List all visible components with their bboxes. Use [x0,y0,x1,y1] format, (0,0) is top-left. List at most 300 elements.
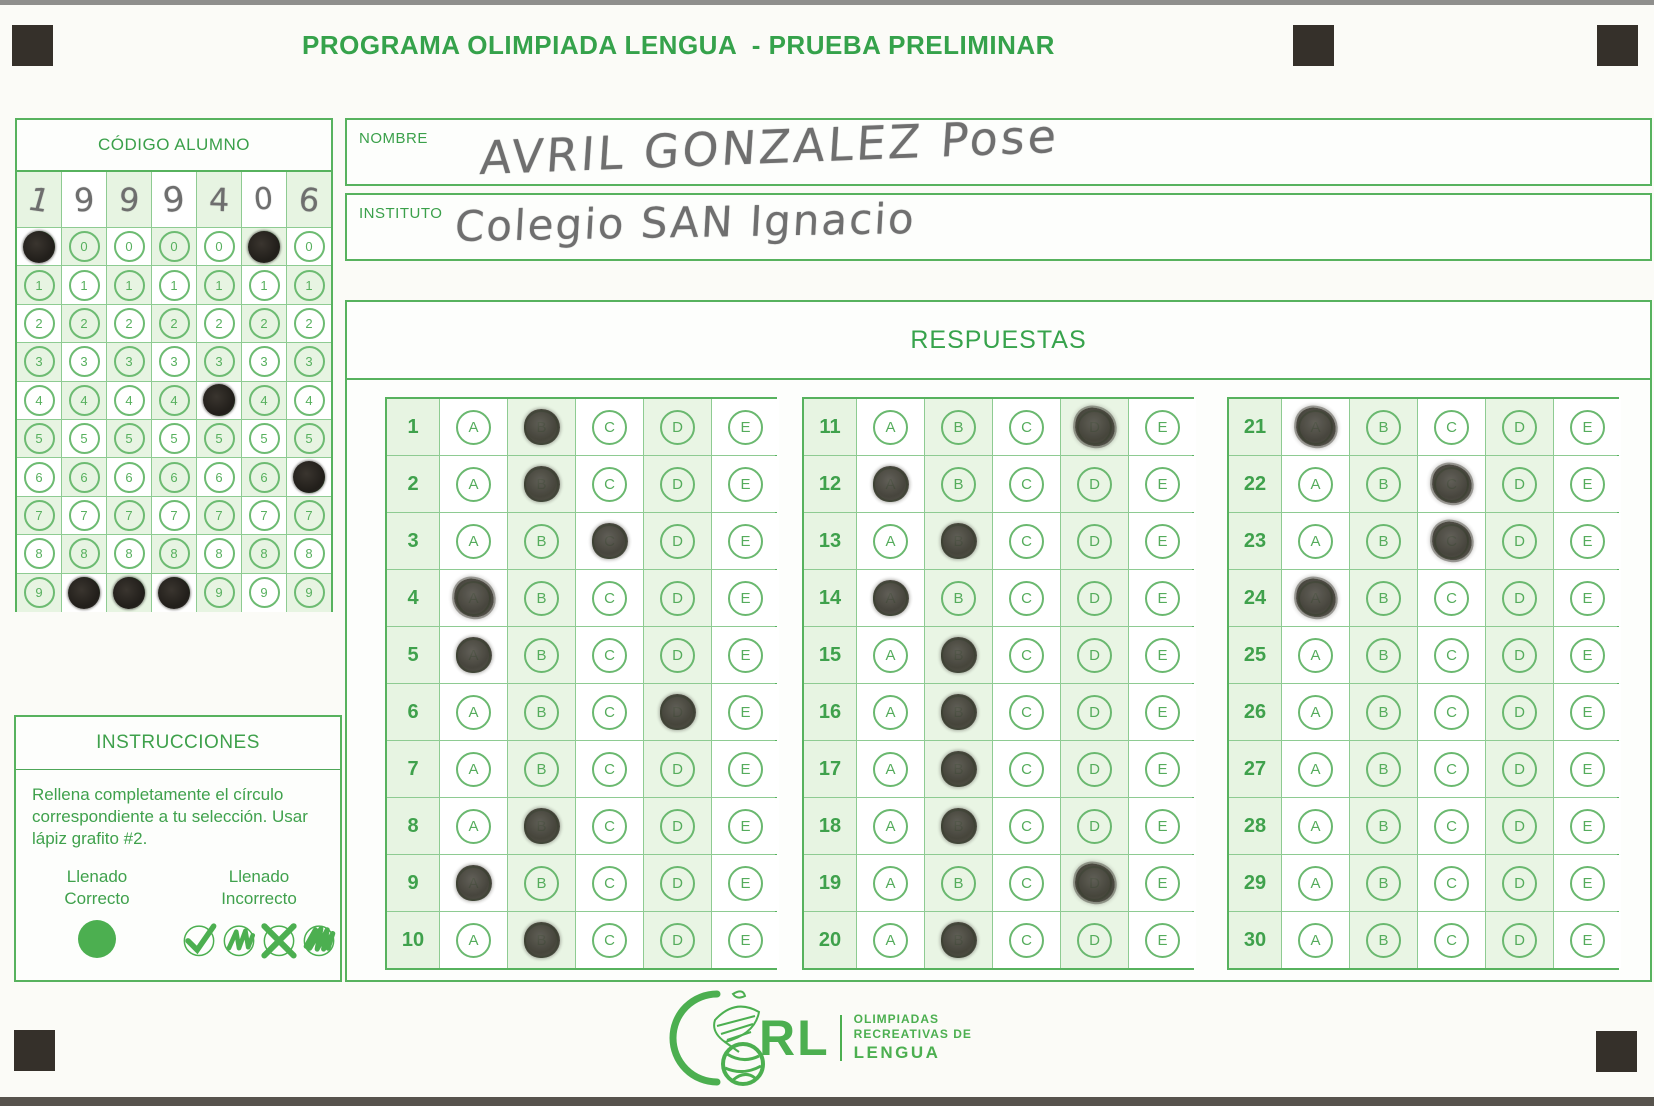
option-cell-A[interactable] [440,684,508,740]
scan-edge-top [0,0,1654,5]
code-cell [17,382,62,420]
option-bubble: C [1434,866,1469,901]
code-bubble[interactable]: 8 [204,538,235,569]
option-bubble: C [592,638,627,673]
option-cell-C[interactable] [993,912,1061,968]
option-cell-C[interactable] [576,513,644,569]
option-cell-C[interactable] [576,798,644,854]
option-cell-E[interactable] [1554,684,1621,740]
option-cell-E[interactable] [712,855,779,911]
code-cell [107,228,152,266]
option-cell-E[interactable] [1554,513,1621,569]
option-cell-A[interactable] [857,627,925,683]
option-cell-B[interactable] [925,627,993,683]
code-bubble[interactable]: 1 [159,270,190,301]
code-bubble[interactable]: 6 [249,462,280,493]
option-cell-E[interactable] [1554,855,1621,911]
option-cell-A[interactable] [857,684,925,740]
option-cell-E[interactable] [1129,627,1196,683]
option-bubble: B [941,410,976,445]
code-bubble[interactable]: 2 [249,308,280,339]
code-cell [152,382,197,420]
code-cell [17,228,62,266]
code-bubble[interactable]: 0 [69,231,100,262]
option-cell-B[interactable] [508,684,576,740]
option-cell-C[interactable] [993,399,1061,455]
question-number: 12 [804,456,857,512]
option-cell-C[interactable] [576,627,644,683]
answer-pencil-mark [941,751,977,787]
option-cell-C[interactable] [1418,912,1486,968]
code-bubble[interactable]: 1 [249,270,280,301]
option-cell-D[interactable] [1061,741,1129,797]
code-bubble[interactable]: 6 [204,462,235,493]
answer-pencil-mark [1293,405,1338,449]
option-cell-A[interactable] [440,741,508,797]
option-cell-D[interactable] [1486,456,1554,512]
option-cell-D[interactable] [644,513,712,569]
option-cell-C[interactable] [993,570,1061,626]
option-cell-C[interactable] [1418,855,1486,911]
code-bubble[interactable]: 4 [114,385,145,416]
option-cell-C[interactable] [576,399,644,455]
option-cell-A[interactable] [1282,855,1350,911]
option-cell-A[interactable] [857,399,925,455]
logo-line3: LENGUA [853,1043,941,1063]
option-cell-D[interactable] [1486,912,1554,968]
code-bubble[interactable]: 3 [249,346,280,377]
option-cell-D[interactable] [644,456,712,512]
option-cell-E[interactable] [1129,456,1196,512]
option-cell-B[interactable] [508,741,576,797]
option-cell-C[interactable] [576,456,644,512]
option-cell-B[interactable] [1350,684,1418,740]
option-cell-A[interactable] [857,456,925,512]
question-row [387,741,775,798]
code-cell [62,420,107,458]
check-circle-icon [177,917,221,961]
code-bubble[interactable]: 3 [24,346,55,377]
option-cell-B[interactable] [925,798,993,854]
option-cell-C[interactable] [1418,684,1486,740]
option-cell-E[interactable] [1129,912,1196,968]
code-bubble[interactable]: 2 [114,308,145,339]
option-cell-B[interactable] [925,456,993,512]
option-cell-E[interactable] [1129,855,1196,911]
code-bubble[interactable]: 2 [24,308,55,339]
option-cell-B[interactable] [508,456,576,512]
option-cell-D[interactable] [1486,627,1554,683]
code-bubble[interactable]: 2 [159,308,190,339]
option-cell-E[interactable] [1129,798,1196,854]
option-cell-E[interactable] [1554,570,1621,626]
option-cell-E[interactable] [712,513,779,569]
option-cell-E[interactable] [712,741,779,797]
code-bubble[interactable]: 5 [294,423,325,454]
code-bubble[interactable]: 8 [294,538,325,569]
code-bubble[interactable]: 3 [114,346,145,377]
option-cell-A[interactable] [1282,513,1350,569]
option-bubble: B [1366,809,1401,844]
code-bubble[interactable]: 7 [69,500,100,531]
answer-pencil-mark [524,409,560,445]
option-cell-C[interactable] [993,627,1061,683]
code-bubble[interactable]: 9 [249,577,280,608]
code-written-row [17,172,331,228]
question-number: 3 [387,513,440,569]
code-bubble[interactable]: 3 [294,346,325,377]
answer-block-11-20 [802,397,1194,970]
code-digit-row [17,382,331,420]
option-cell-D[interactable] [1486,399,1554,455]
option-bubble: D [1502,752,1537,787]
option-cell-B[interactable] [1350,570,1418,626]
answer-pencil-mark [524,922,560,958]
option-cell-C[interactable] [993,456,1061,512]
option-cell-A[interactable] [1282,627,1350,683]
code-bubble[interactable]: 5 [159,423,190,454]
option-cell-D[interactable] [1486,798,1554,854]
code-bubble[interactable]: 1 [204,270,235,301]
cross-circle-icon [257,917,301,961]
option-bubble: C [1009,638,1044,673]
option-bubble: C [1009,695,1044,730]
option-bubble: E [728,695,763,730]
logo-divider [840,1015,842,1061]
option-cell-E[interactable] [1129,741,1196,797]
option-cell-A[interactable] [440,570,508,626]
code-cell [107,343,152,381]
option-cell-A[interactable] [440,912,508,968]
option-cell-C[interactable] [993,684,1061,740]
option-cell-A[interactable] [857,513,925,569]
code-bubble[interactable]: 8 [249,538,280,569]
code-bubble[interactable]: 8 [69,538,100,569]
option-cell-E[interactable] [1129,570,1196,626]
option-cell-A[interactable] [1282,912,1350,968]
question-number: 28 [1229,798,1282,854]
corner-mark-bottom-left [14,1030,55,1071]
code-bubble-fill [68,577,100,609]
code-cell [62,228,107,266]
option-cell-E[interactable] [1554,456,1621,512]
code-bubble[interactable]: 1 [114,270,145,301]
option-bubble: B [524,581,559,616]
code-bubble[interactable]: 2 [294,308,325,339]
code-bubble[interactable]: 8 [114,538,145,569]
option-bubble: C [1009,923,1044,958]
code-bubble[interactable]: 9 [204,577,235,608]
option-cell-B[interactable] [508,855,576,911]
option-cell-C[interactable] [576,684,644,740]
code-bubble[interactable]: 0 [294,231,325,262]
question-row [387,855,775,912]
option-cell-A[interactable] [440,798,508,854]
option-bubble: E [1570,809,1605,844]
question-row [387,627,775,684]
code-bubble[interactable]: 5 [114,423,145,454]
option-cell-C[interactable] [1418,627,1486,683]
option-bubble: A [456,524,491,559]
option-cell-B[interactable] [1350,399,1418,455]
question-row [804,855,1192,912]
option-cell-E[interactable] [1129,513,1196,569]
option-cell-C[interactable] [1418,570,1486,626]
option-cell-D[interactable] [644,627,712,683]
option-cell-E[interactable] [712,456,779,512]
option-cell-E[interactable] [712,798,779,854]
option-cell-D[interactable] [644,684,712,740]
option-bubble: D [1502,695,1537,730]
option-cell-E[interactable] [712,627,779,683]
code-bubble[interactable]: 4 [69,385,100,416]
option-bubble: D [1502,467,1537,502]
question-number: 30 [1229,912,1282,968]
code-bubble[interactable]: 6 [69,462,100,493]
option-cell-E[interactable] [712,570,779,626]
option-cell-D[interactable] [644,570,712,626]
code-bubble[interactable]: 7 [204,500,235,531]
option-cell-D[interactable] [1486,741,1554,797]
code-bubble[interactable]: 7 [159,500,190,531]
option-cell-B[interactable] [925,570,993,626]
option-cell-C[interactable] [993,741,1061,797]
option-cell-C[interactable] [993,855,1061,911]
option-cell-D[interactable] [1061,456,1129,512]
option-cell-A[interactable] [857,570,925,626]
code-bubble[interactable]: 7 [294,500,325,531]
option-cell-C[interactable] [993,798,1061,854]
question-number: 6 [387,684,440,740]
code-cell [287,228,331,266]
option-cell-D[interactable] [1486,513,1554,569]
code-bubble[interactable]: 6 [114,462,145,493]
option-cell-E[interactable] [1554,912,1621,968]
code-bubble[interactable]: 5 [249,423,280,454]
instrucciones-title: INSTRUCCIONES [16,717,340,770]
option-cell-B[interactable] [1350,627,1418,683]
option-cell-B[interactable] [508,627,576,683]
option-bubble: A [873,410,908,445]
code-bubble[interactable]: 7 [24,500,55,531]
code-bubble[interactable]: 1 [294,270,325,301]
code-bubble[interactable]: 2 [69,308,100,339]
option-cell-D[interactable] [644,798,712,854]
option-bubble: A [456,923,491,958]
option-cell-C[interactable] [1418,456,1486,512]
option-cell-A[interactable] [857,855,925,911]
code-bubble[interactable]: 4 [249,385,280,416]
option-cell-B[interactable] [1350,513,1418,569]
option-cell-E[interactable] [712,912,779,968]
option-cell-D[interactable] [1486,855,1554,911]
code-bubble[interactable]: 4 [294,385,325,416]
corner-mark-top-middle [1293,25,1334,66]
code-cell [62,172,107,228]
option-cell-E[interactable] [1129,684,1196,740]
option-cell-B[interactable] [925,684,993,740]
option-cell-A[interactable] [440,456,508,512]
code-bubble[interactable]: 8 [159,538,190,569]
code-bubble[interactable]: 3 [69,346,100,377]
code-bubble[interactable]: 2 [204,308,235,339]
code-bubble[interactable]: 7 [114,500,145,531]
orl-logo [655,983,1075,1093]
option-cell-B[interactable] [925,513,993,569]
option-bubble: E [1570,410,1605,445]
code-bubble[interactable]: 5 [24,423,55,454]
answer-pencil-mark [456,865,492,901]
option-cell-C[interactable] [1418,741,1486,797]
option-cell-C[interactable] [1418,399,1486,455]
option-bubble: D [660,866,695,901]
code-bubble[interactable]: 8 [24,538,55,569]
code-bubble[interactable]: 0 [114,231,145,262]
code-bubble[interactable]: 4 [159,385,190,416]
option-cell-E[interactable] [1554,741,1621,797]
code-bubble[interactable]: 3 [204,346,235,377]
option-cell-D[interactable] [1061,798,1129,854]
option-cell-B[interactable] [508,912,576,968]
option-cell-D[interactable] [1486,684,1554,740]
answer-block-21-30 [1227,397,1619,970]
code-cell [197,343,242,381]
option-cell-A[interactable] [1282,399,1350,455]
option-cell-B[interactable] [925,741,993,797]
code-bubble[interactable]: 7 [249,500,280,531]
code-bubble[interactable]: 9 [24,577,55,608]
option-bubble: C [1434,581,1469,616]
option-cell-A[interactable] [1282,741,1350,797]
code-bubble[interactable]: 5 [69,423,100,454]
option-cell-B[interactable] [925,912,993,968]
code-bubble[interactable]: 5 [204,423,235,454]
code-written-digit: 9 [72,179,96,220]
code-bubble[interactable]: 0 [159,231,190,262]
option-cell-B[interactable] [1350,855,1418,911]
instrucciones-body: Rellena completamente el círculo correspondiente a tu selección. Usar lápiz grafito #2. [32,785,308,849]
option-cell-B[interactable] [508,570,576,626]
corner-mark-top-right [1597,25,1638,66]
option-cell-E[interactable] [1554,627,1621,683]
answer-pencil-mark [451,576,496,620]
option-cell-D[interactable] [1061,684,1129,740]
code-bubble[interactable]: 1 [69,270,100,301]
option-cell-B[interactable] [508,798,576,854]
option-cell-C[interactable] [576,912,644,968]
option-cell-B[interactable] [1350,456,1418,512]
option-bubble: D [1502,923,1537,958]
option-cell-E[interactable] [712,399,779,455]
option-cell-A[interactable] [857,912,925,968]
option-cell-B[interactable] [508,399,576,455]
option-bubble: A [1298,866,1333,901]
option-cell-E[interactable] [1554,798,1621,854]
option-cell-E[interactable] [712,684,779,740]
code-bubble-fill [203,384,235,416]
option-bubble: C [592,866,627,901]
option-cell-C[interactable] [993,513,1061,569]
option-bubble: B [524,695,559,730]
option-bubble: E [1145,410,1180,445]
option-cell-E[interactable] [1129,399,1196,455]
option-cell-E[interactable] [1554,399,1621,455]
code-cell [62,382,107,420]
option-cell-A[interactable] [440,399,508,455]
option-cell-B[interactable] [1350,741,1418,797]
option-bubble: E [728,467,763,502]
option-cell-A[interactable] [1282,456,1350,512]
code-cell [17,305,62,343]
option-cell-A[interactable] [857,798,925,854]
option-cell-D[interactable] [1061,570,1129,626]
answer-pencil-mark [524,466,560,502]
answer-pencil-mark [941,637,977,673]
option-cell-D[interactable] [1061,513,1129,569]
option-cell-A[interactable] [1282,570,1350,626]
option-cell-D[interactable] [1486,570,1554,626]
code-cell [242,266,287,304]
option-cell-D[interactable] [644,912,712,968]
option-cell-B[interactable] [1350,912,1418,968]
code-bubble[interactable]: 4 [24,385,55,416]
instituto-label: INSTITUTO [359,205,443,222]
option-cell-C[interactable] [576,741,644,797]
option-cell-A[interactable] [440,855,508,911]
option-bubble: E [1145,809,1180,844]
code-digit-row [17,228,331,266]
option-cell-B[interactable] [925,855,993,911]
code-bubble[interactable]: 1 [24,270,55,301]
option-bubble: E [1570,467,1605,502]
option-cell-D[interactable] [1061,912,1129,968]
option-cell-B[interactable] [508,513,576,569]
code-bubble-fill [158,577,190,609]
code-bubble-fill [23,231,55,263]
option-cell-D[interactable] [1061,399,1129,455]
option-cell-A[interactable] [440,627,508,683]
option-cell-D[interactable] [1061,627,1129,683]
option-cell-B[interactable] [925,399,993,455]
code-bubble[interactable]: 6 [24,462,55,493]
answer-pencil-mark [1072,405,1117,449]
question-row [1229,798,1617,855]
code-bubble[interactable]: 3 [159,346,190,377]
code-digit-row [17,458,331,496]
answer-pencil-mark [873,580,909,616]
option-cell-C[interactable] [576,570,644,626]
question-number: 29 [1229,855,1282,911]
answer-pencil-mark [1072,861,1117,905]
option-cell-C[interactable] [576,855,644,911]
option-cell-D[interactable] [1061,855,1129,911]
option-cell-B[interactable] [1350,798,1418,854]
option-cell-A[interactable] [1282,684,1350,740]
option-cell-D[interactable] [644,399,712,455]
option-cell-C[interactable] [1418,513,1486,569]
option-cell-D[interactable] [644,855,712,911]
option-cell-D[interactable] [644,741,712,797]
code-bubble[interactable]: 0 [204,231,235,262]
option-cell-C[interactable] [1418,798,1486,854]
option-bubble: C [1434,752,1469,787]
code-cell [242,343,287,381]
option-cell-A[interactable] [1282,798,1350,854]
option-cell-A[interactable] [440,513,508,569]
code-bubble[interactable]: 9 [294,577,325,608]
code-bubble[interactable]: 6 [159,462,190,493]
option-cell-A[interactable] [857,741,925,797]
